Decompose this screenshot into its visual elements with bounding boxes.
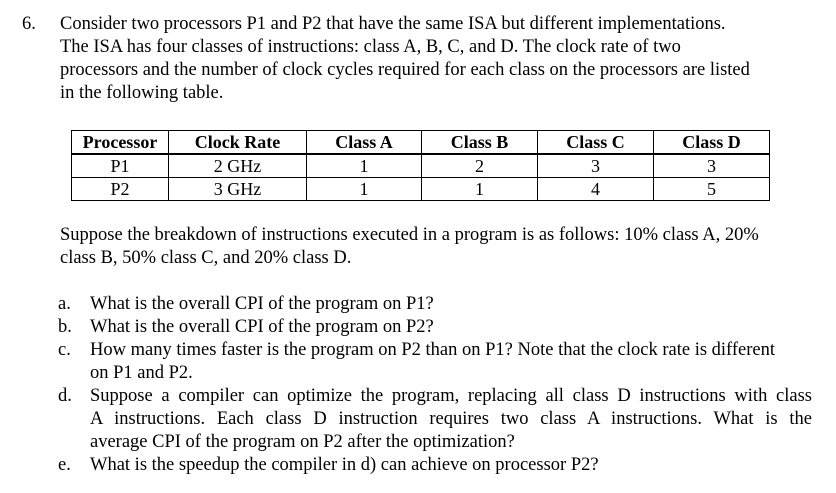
subquestion-letter: e. [58, 455, 71, 475]
subquestion-line: A instructions. Each class D instruction requires two class A instructions. What is the [90, 409, 812, 429]
cell-class-a: 1 [307, 178, 422, 201]
subquestion-line: average CPI of the program on P2 after the optimization? [90, 432, 515, 452]
breakdown-line: class B, 50% class C, and 20% class D. [60, 248, 352, 268]
subquestion-d [0, 385, 836, 454]
subquestion-line: What is the overall CPI of the program on P1? [90, 294, 434, 314]
intro-line: The ISA has four classes of instructions: class A, B, C, and D. The clock rate of two [60, 37, 681, 57]
subquestion-line: Suppose a compiler can optimize the program, replacing all class D instructions with class [90, 386, 812, 406]
subquestion-text [90, 293, 812, 316]
processor-table [71, 130, 770, 201]
instruction-breakdown [60, 224, 820, 270]
question-number: 6. [22, 14, 36, 34]
cell-class-c: 4 [538, 178, 654, 201]
subquestion-line: How many times faster is the program on P2 than on P1? Note that the clock rate is different [90, 340, 776, 360]
header-processor: Processor [72, 131, 169, 155]
cell-class-b: 2 [422, 154, 538, 178]
header-class-b: Class B [422, 131, 538, 155]
header-clock-rate: Clock Rate [169, 131, 307, 155]
cell-class-a: 1 [307, 154, 422, 178]
subquestion-text [90, 316, 812, 339]
header-class-d: Class D [654, 131, 770, 155]
subquestion-b [0, 316, 836, 339]
question-intro [60, 13, 820, 105]
subquestion-text [90, 385, 812, 454]
header-class-c: Class C [538, 131, 654, 155]
subquestion-letter: c. [58, 340, 71, 360]
cell-class-d: 3 [654, 154, 770, 178]
subquestion-letter: a. [58, 294, 71, 314]
cell-class-c: 3 [538, 154, 654, 178]
subquestion-list [0, 293, 836, 477]
subquestion-letter: d. [58, 386, 72, 406]
intro-line: in the following table. [60, 83, 224, 103]
cell-clock-rate: 3 GHz [169, 178, 307, 201]
subquestion-text [90, 339, 812, 385]
cell-class-b: 1 [422, 178, 538, 201]
subquestion-line: What is the speedup the compiler in d) can achieve on processor P2? [90, 455, 599, 475]
cell-processor: P1 [72, 154, 169, 178]
subquestion-line: What is the overall CPI of the program on P2? [90, 317, 434, 337]
table-header-row [72, 131, 770, 155]
subquestion-e [0, 454, 836, 477]
table-row [72, 178, 770, 201]
intro-line: processors and the number of clock cycles required for each class on the processors are listed [60, 60, 750, 80]
cell-clock-rate: 2 GHz [169, 154, 307, 178]
table-row [72, 154, 770, 178]
cell-class-d: 5 [654, 178, 770, 201]
subquestion-letter: b. [58, 317, 72, 337]
cell-processor: P2 [72, 178, 169, 201]
header-class-a: Class A [307, 131, 422, 155]
subquestion-line: on P1 and P2. [90, 363, 193, 383]
subquestion-text [90, 454, 812, 477]
subquestion-a [0, 293, 836, 316]
breakdown-line: Suppose the breakdown of instructions executed in a program is as follows: 10% class A, 20% [60, 225, 759, 245]
intro-line: Consider two processors P1 and P2 that have the same ISA but different implementations. [60, 14, 726, 34]
subquestion-c [0, 339, 836, 385]
